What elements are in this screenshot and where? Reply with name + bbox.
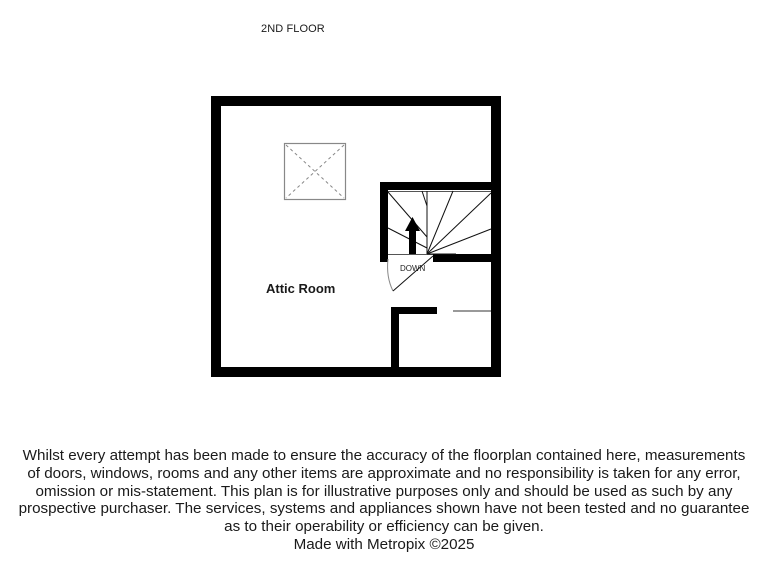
- outer-walls: [211, 96, 501, 377]
- door-icon: [388, 256, 433, 291]
- skylight-icon: [285, 144, 346, 200]
- arrow-up-icon: [405, 217, 420, 254]
- disclaimer: [0, 447, 768, 554]
- stairs-direction-label: DOWN: [400, 264, 426, 273]
- floor-title: 2ND FLOOR: [261, 23, 325, 35]
- disclaimer-line: as to their operability or efficiency can be given.: [224, 518, 544, 536]
- disclaimer-line: prospective purchaser. The services, systems and appliances shown have not been tested and no guarantee: [18, 500, 750, 518]
- stair-walls: [380, 182, 491, 262]
- staircase-icon: [388, 191, 491, 255]
- credit-line: Made with Metropix ©2025: [293, 535, 475, 553]
- disclaimer-line: omission or mis-statement. This plan is for illustrative purposes only and should be used as such by any: [35, 482, 733, 500]
- disclaimer-line: of doors, windows, rooms and any other items are approximate and no responsibility is taken for any error,: [27, 464, 741, 482]
- cupboard-walls: [391, 307, 491, 369]
- disclaimer-line: Whilst every attempt has been made to ensure the accuracy of the floorplan contained here, measurements: [22, 447, 746, 464]
- room-label-attic: Attic Room: [266, 281, 336, 296]
